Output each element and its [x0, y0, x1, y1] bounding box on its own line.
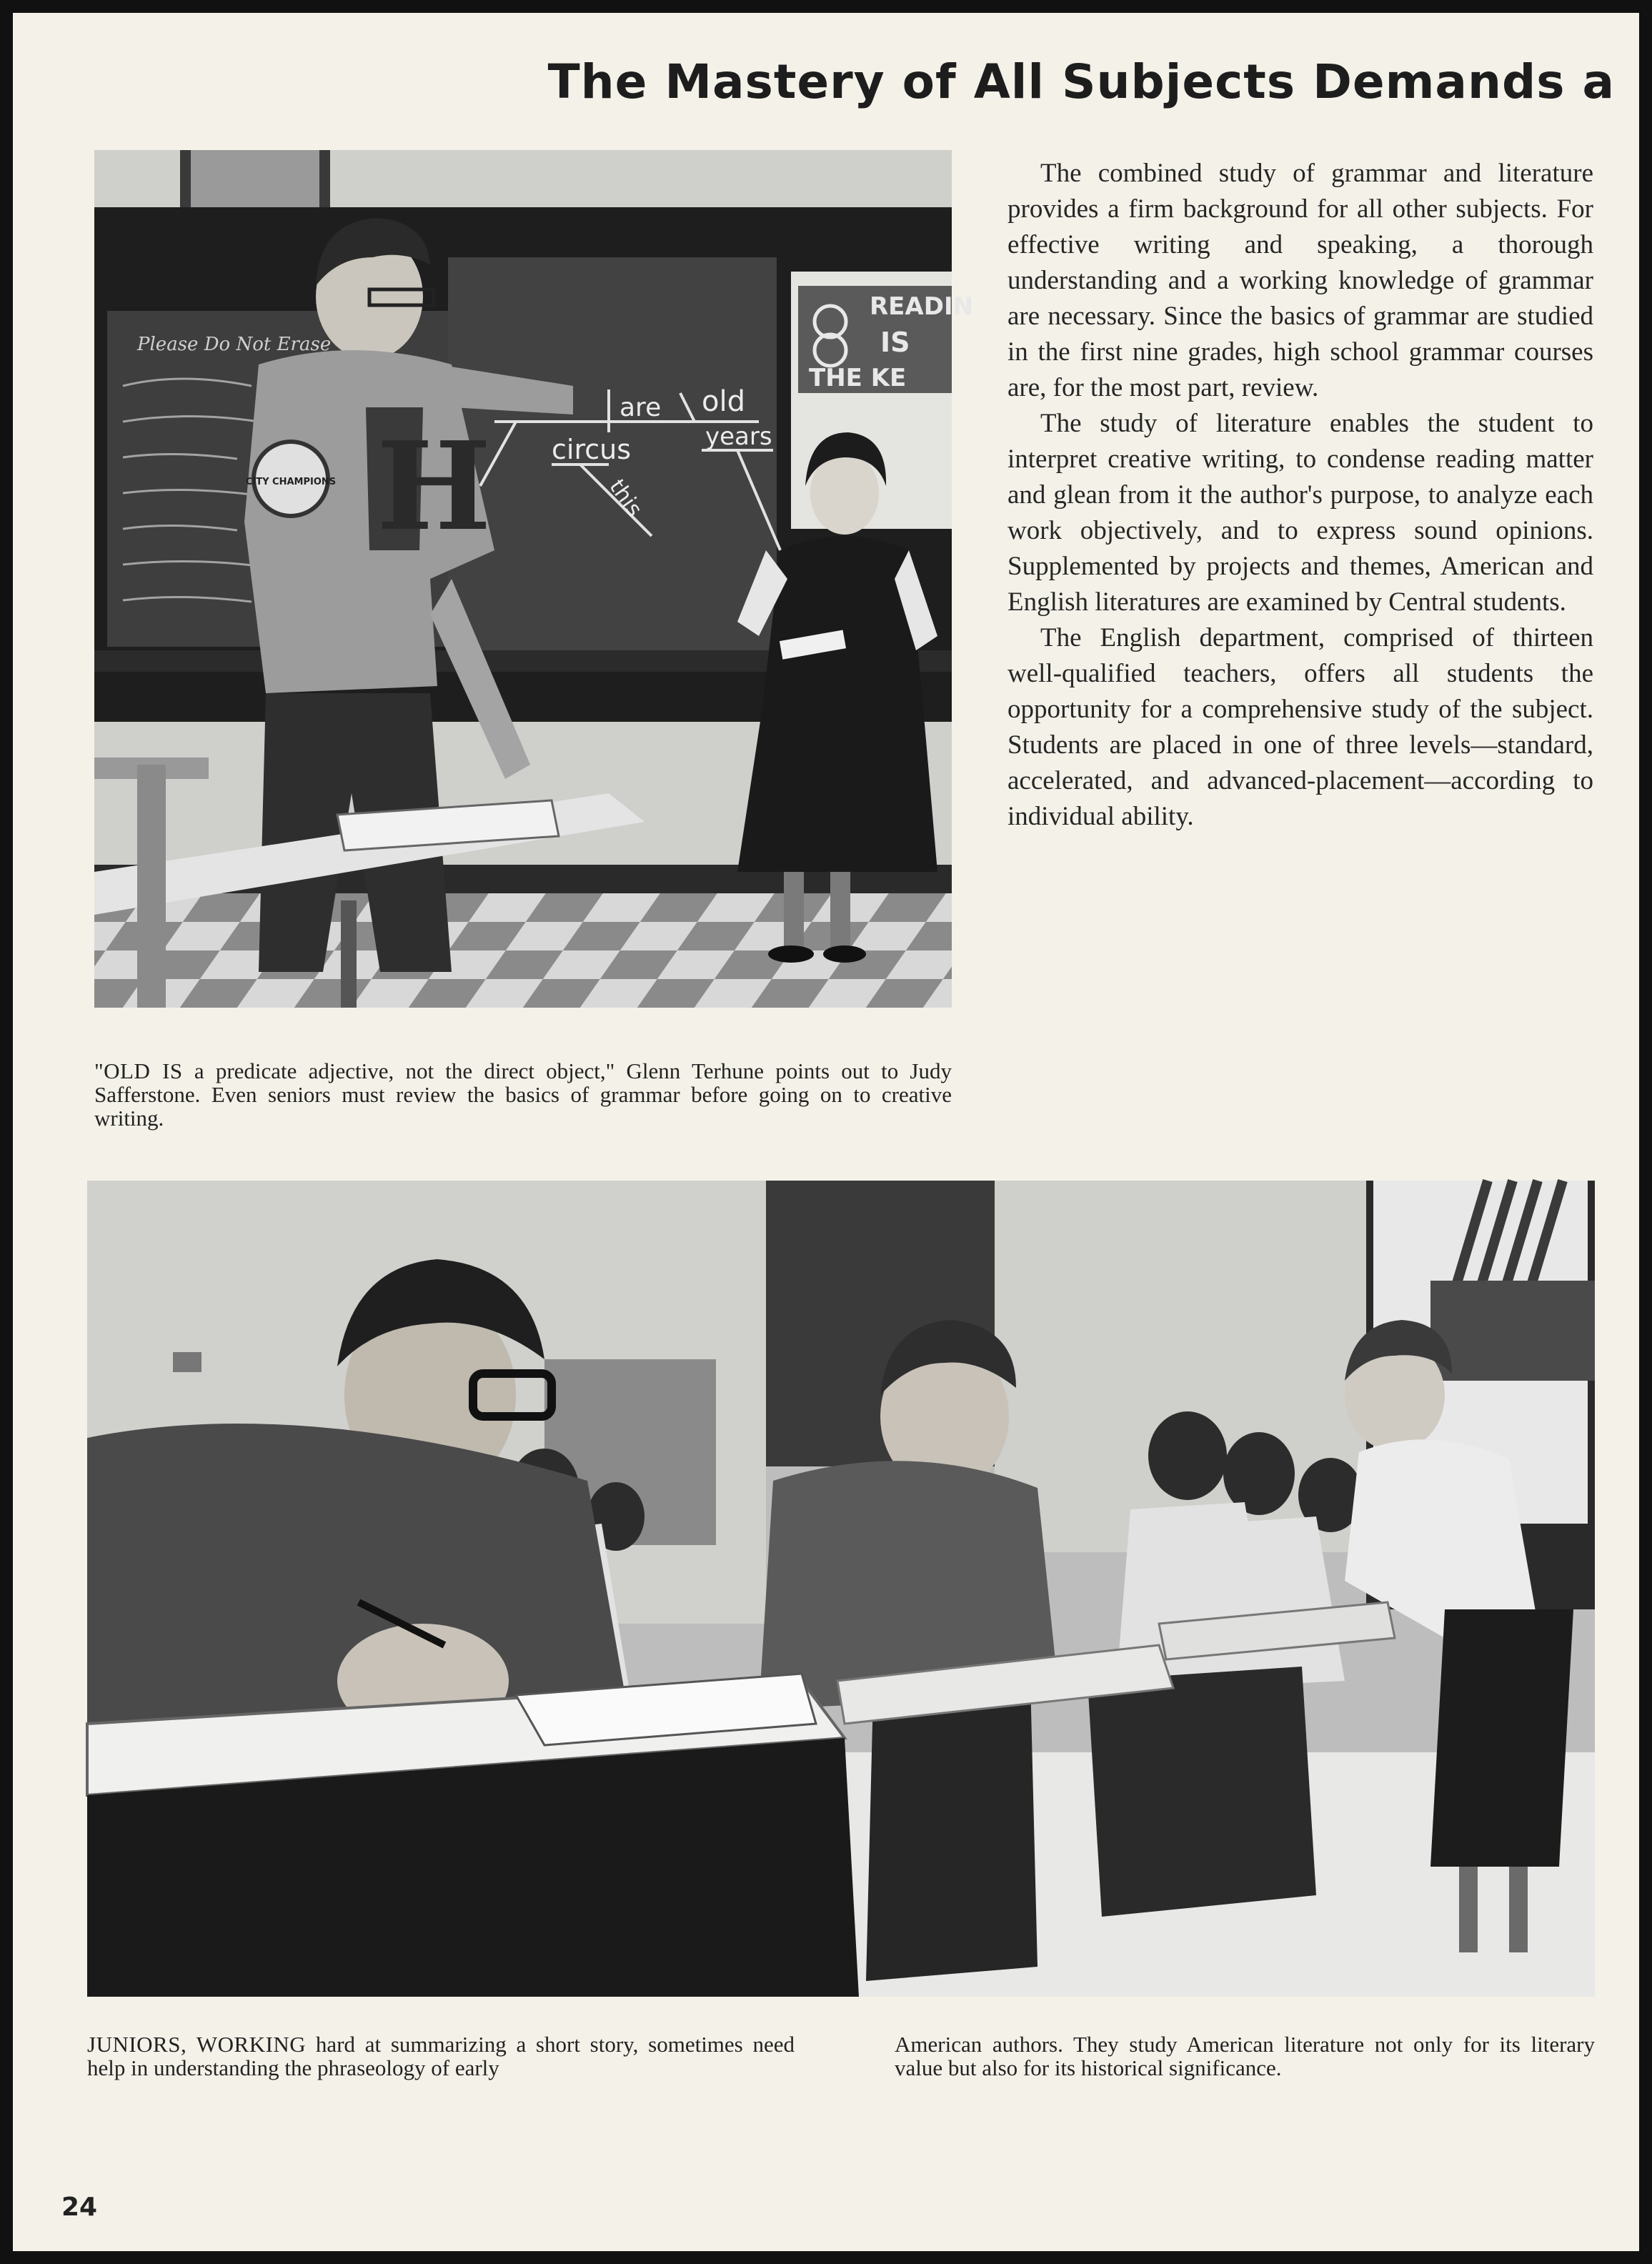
caption-bottom-lead: JUNIORS, WORKING [87, 2032, 307, 2057]
sweater-patch: CITY CHAMPIONS [245, 477, 337, 487]
yearbook-page [13, 13, 1639, 2251]
diagram-word-circus: circus [552, 434, 632, 465]
chalkboard-note: Please Do Not Erase [137, 334, 332, 355]
diagram-word-are: are [620, 393, 662, 422]
grammar-lesson-illustration [94, 150, 974, 1008]
photo-grammar-lesson [94, 150, 974, 1008]
body-paragraph-1: The combined study of grammar and literature provides a firm background for all other subjects. For effective writing and speaking, a thorough understanding and a working knowledge of grammar are necessary. Since the basics of grammar are studied in the first nine grades, high school grammar courses are, for the most part, review. [1007, 159, 1593, 402]
photo-classroom-juniors [87, 1181, 1595, 1997]
poster-text-2: IS [880, 327, 910, 358]
sweater-letter: H [377, 415, 492, 558]
diagram-word-old: old [702, 385, 745, 418]
page-number: 24 [61, 2193, 98, 2222]
caption-top [94, 1059, 952, 1130]
caption-bottom-right: American authors. They study American literature not only for its literary value but also for its historical significance. [895, 2032, 1595, 2080]
diagram-word-years: years [705, 422, 772, 451]
poster-text-3: THE KE [809, 364, 907, 392]
body-text [1007, 156, 1593, 835]
caption-bottom-left [87, 2032, 795, 2080]
body-paragraph-2: The study of literature enables the student to interpret creative writing, to condense reading matter and glean from it the author's purpose, to analyze each work objectively, and to express sound opinions. Supplemented by projects and themes, American and English literatures are examined by Central students. [1007, 409, 1593, 617]
poster-text-1: READIN [870, 292, 974, 321]
diagram-word-this: this [604, 475, 647, 522]
caption-top-text: a predicate adjective, not the direct object," Glenn Terhune points out to Judy Safferstone. Even seniors must review the basics of grammar before going on to creative writing. [94, 1058, 952, 1131]
page-title: The Mastery of All Subjects Demands a [547, 54, 1615, 109]
caption-bottom-left-text: hard at summarizing a short story, sometimes need help in understanding the phraseology of early [87, 2032, 795, 2080]
classroom-illustration [87, 1181, 1595, 1997]
caption-top-lead: "OLD IS [94, 1058, 183, 1083]
body-paragraph-3: The English department, comprised of thirteen well-qualified teachers, offers all students the opportunity for a comprehensive study of the subject. Students are placed in one of three levels—standard, accelerated, and advanced-placement—according to individual ability. [1007, 623, 1593, 831]
